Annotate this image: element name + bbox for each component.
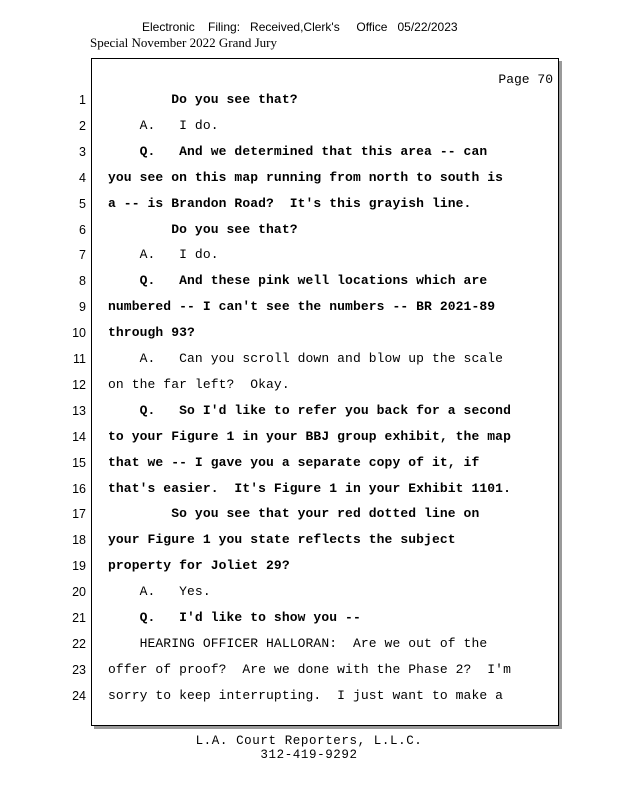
line-number: 13: [72, 403, 86, 418]
page-number: Page 70: [498, 72, 553, 87]
filing-stamp: Electronic Filing: Received,Clerk's Office 05/22/2023: [142, 20, 458, 34]
transcript-line: A. Can you scroll down and blow up the scale: [108, 351, 504, 366]
jury-title: Special November 2022 Grand Jury: [90, 35, 278, 50]
transcript-line: A. Yes.: [108, 584, 211, 600]
transcript-line: Q. And these pink well locations which are: [108, 273, 488, 289]
transcript-line: a -- is Brandon Road? It's this grayish line.: [108, 195, 472, 211]
line-number: 2: [79, 118, 86, 133]
line-number: 10: [72, 326, 86, 341]
transcript-line: So you see that your red dotted line on: [108, 506, 480, 522]
line-number: 17: [72, 507, 86, 522]
transcript-line: A. I do.: [108, 117, 219, 133]
line-number: 3: [79, 144, 86, 159]
line-number: 6: [79, 222, 86, 237]
transcript-line: offer of proof? Are we done with the Phase 2? I'm: [108, 661, 511, 677]
transcript-line: that's easier. It's Figure 1 in your Exhibit 1101.: [108, 480, 511, 496]
line-number: 14: [72, 429, 86, 444]
transcript-line: your Figure 1 you state reflects the subject: [108, 532, 456, 548]
transcript-line: Q. So I'd like to refer you back for a second: [108, 402, 511, 418]
line-number: 20: [72, 585, 86, 600]
line-number: 21: [72, 611, 86, 625]
transcript-line: Q. And we determined that this area -- can: [108, 143, 488, 159]
transcript-line: Q. I'd like to show you --: [108, 610, 361, 625]
line-number: 11: [73, 352, 86, 366]
transcript-line: A. I do.: [108, 247, 219, 263]
transcript-line: numbered -- I can't see the numbers -- BR 2021-89: [108, 299, 496, 315]
transcript-line: Do you see that?: [108, 92, 298, 107]
transcript-line: you see on this map running from north to south is: [108, 169, 504, 185]
line-number: 5: [79, 196, 86, 211]
transcript-line: to your Figure 1 in your BBJ group exhibit, the map: [108, 428, 511, 444]
transcript-line: through 93?: [108, 325, 195, 341]
transcript-line: property for Joliet 29?: [108, 558, 290, 574]
transcript-line: that we -- I gave you a separate copy of it, if: [108, 454, 480, 470]
line-number: 23: [72, 662, 86, 677]
transcript-line: HEARING OFFICER HALLORAN: Are we out of the: [108, 635, 488, 651]
line-number: 22: [72, 636, 86, 651]
transcript-line: on the far left? Okay.: [108, 376, 290, 392]
transcript-line: sorry to keep interrupting. I just want to make a: [108, 687, 504, 703]
line-number: 8: [79, 274, 86, 289]
line-number: 18: [72, 533, 86, 548]
line-number: 4: [79, 170, 86, 185]
line-number: 15: [72, 455, 86, 470]
line-number: 16: [72, 481, 86, 496]
line-number: 1: [79, 93, 86, 107]
line-number: 7: [79, 248, 86, 263]
line-number: 9: [79, 300, 86, 315]
line-number: 12: [72, 377, 86, 392]
footer-phone: 312-419-9292: [260, 748, 358, 762]
footer-company: L.A. Court Reporters, L.L.C.: [195, 734, 423, 748]
transcript-line: Do you see that?: [108, 221, 298, 237]
line-number: 24: [72, 688, 86, 703]
line-number: 19: [72, 559, 86, 574]
